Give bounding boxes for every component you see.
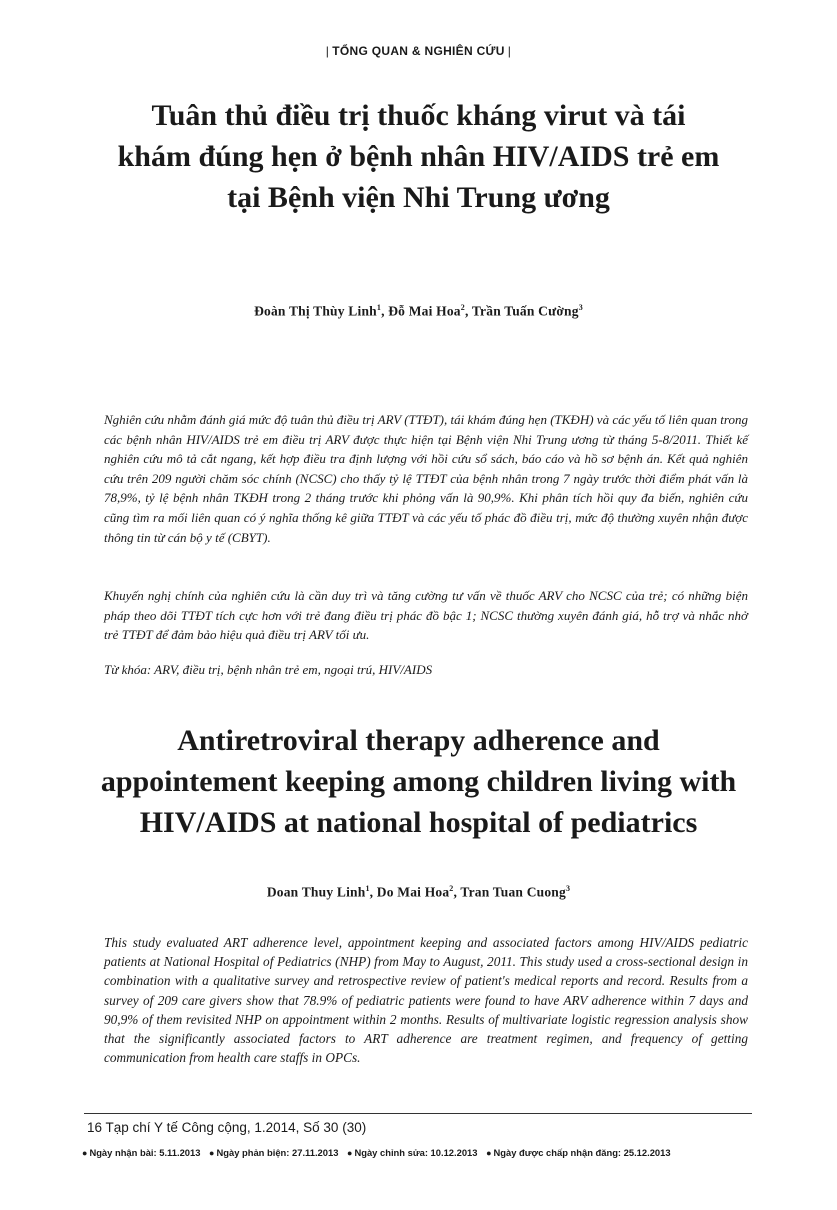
bullet-icon: ● xyxy=(82,1148,88,1158)
title-vi-line: khám đúng hẹn ở bệnh nhân HIV/AIDS trẻ em xyxy=(117,140,720,173)
keywords: Từ khóa: ARV, điều trị, bệnh nhân trẻ em, ngoại trú, HIV/AIDS xyxy=(104,662,433,677)
author-affiliation: 3 xyxy=(578,303,583,312)
bullet-icon: ● xyxy=(209,1148,215,1158)
author-name: Do Mai Hoa xyxy=(376,884,450,900)
author-affiliation: 1 xyxy=(376,303,382,312)
title-vi-line: tại Bệnh viện Nhi Trung ương xyxy=(227,181,610,214)
date-received: Ngày nhận bài: 5.11.2013 xyxy=(89,1147,201,1158)
title-english xyxy=(60,720,777,843)
author-affiliation: 3 xyxy=(565,884,571,893)
author-name: Tran Tuan Cuong xyxy=(460,884,566,900)
abstract-vietnamese-paragraph-1: Nghiên cứu nhằm đánh giá mức độ tuân thủ điều trị ARV (TTĐT), tái khám đúng hẹn (TKĐH) và các yếu tố liên quan trong các bệnh nhân HIV/AIDS trẻ em điều trị ARV được thực hiện tại Bệnh viện Nhi Trung ương từ tháng 5-8/2011. Thiết kế nghiên cứu mô tả cắt ngang, kết hợp điều tra định lượng với hồi cứu sổ sách, báo cáo và hồ sơ bệnh án. Kết quả nghiên cứu trên 209 người chăm sóc chính (NCSC) cho thấy tỷ lệ TTĐT của bệnh nhân trong 7 ngày trước thời điểm phát vấn là 78,9%, tỷ lệ bệnh nhân TKĐH trong 2 tháng trước khi phỏng vấn là 90,9%. Khi phân tích hồi quy đa biến, nghiên cứu cũng tìm ra mối liên quan có ý nghĩa thống kê giữa TTĐT và các yếu tố phác đồ điều trị, mức độ thường xuyên nhận được thông tin từ cán bộ y tế (CBYT). xyxy=(104,412,748,545)
section-header-label: TỔNG QUAN & NGHIÊN CỨU xyxy=(332,44,505,58)
authors-english: Doan Thuy Linh$^1$, Do Mai Hoa$^2$, Tran Tuan Cuong$^3$ xyxy=(266,884,571,900)
author-name: Đỗ Mai Hoa xyxy=(388,303,461,319)
author-name: Doan Thuy Linh xyxy=(266,884,366,900)
bullet-icon: ● xyxy=(486,1148,492,1158)
bullet-icon: ● xyxy=(347,1148,353,1158)
authors-vietnamese: Đoàn Thị Thùy Linh$^1$, Đỗ Mai Hoa$^2$, Trần Tuấn Cường$^3$ xyxy=(254,303,583,319)
title-vietnamese xyxy=(60,95,777,218)
author-name: Đoàn Thị Thùy Linh xyxy=(254,303,377,319)
title-en-line: appointement keeping among children living with xyxy=(100,765,737,798)
author-affiliation: 1 xyxy=(365,884,370,893)
submission-dates xyxy=(82,1147,762,1158)
section-header: | TỔNG QUAN & NGHIÊN CỨU | xyxy=(325,44,512,58)
date-revised: Ngày chỉnh sửa: 10.12.2013 xyxy=(354,1147,478,1158)
author-affiliation: 2 xyxy=(460,303,465,312)
title-vi-line: Tuân thủ điều trị thuốc kháng virut và tái xyxy=(151,99,686,132)
abstract-vietnamese-paragraph-2: Khuyến nghị chính của nghiên cứu là cần duy trì và tăng cường tư vấn về thuốc ARV cho NCSC của trẻ; có những biện pháp theo dõi TTĐT tích cực hơn với trẻ đang điều trị phác đồ bậc 1; NCSC thường xuyên đánh giá, hỗ trợ và nhắc nhở trẻ TTĐT để đảm bảo hiệu quả điều trị ARV tối ưu. xyxy=(104,588,748,643)
author-name: Trần Tuấn Cường xyxy=(471,303,579,319)
date-reviewed: Ngày phản biện: 27.11.2013 xyxy=(216,1147,339,1158)
title-en-line: Antiretroviral therapy adherence and xyxy=(177,724,660,757)
date-accepted: Ngày được chấp nhận đăng: 25.12.2013 xyxy=(493,1147,671,1158)
title-en-line: HIV/AIDS at national hospital of pediatrics xyxy=(139,806,698,839)
author-affiliation: 2 xyxy=(449,884,454,893)
footer-divider xyxy=(84,1113,752,1114)
journal-reference: 16 Tạp chí Y tế Công cộng, 1.2014, Số 30 (30) xyxy=(87,1120,367,1135)
abstract-english: This study evaluated ART adherence level, appointment keeping and associated factors among HIV/AIDS pediatric patients at National Hospital of Pediatrics (NHP) from May to August, 2011. This study used a cross-sectional design in combination with a qualitative survey and retrospective review of patient's medical reports and record. Results from a survey of 209 care givers show that 78.9% of pediatric patients were found to have ARV adherence within 7 days and 90,9% of them revisited NHP on appointment within 2 months. Results of multivariate logistic regression analysis show that the significantly associated factors to ART adherence are treatment regimen, and frequency of getting communication from health care staffs in OPCs. xyxy=(104,935,748,1066)
